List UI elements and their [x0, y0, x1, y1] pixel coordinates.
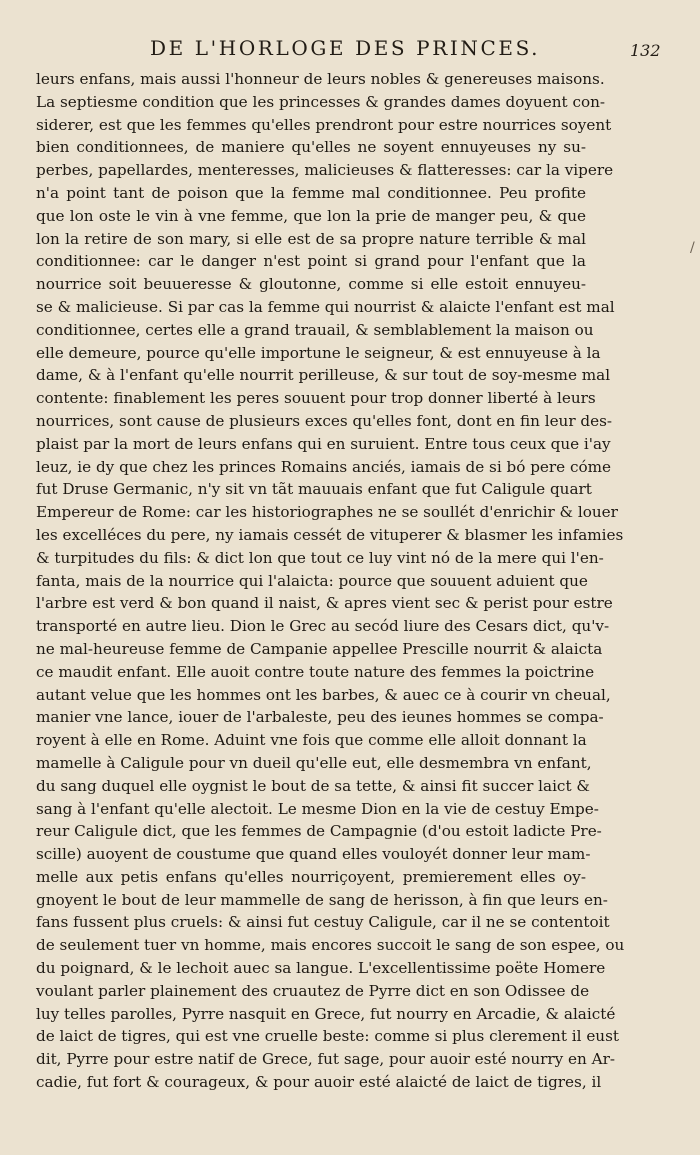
- text-line: sang à l'enfant qu'elle alectoit. Le mesme Dion en la vie de cestuy Empe-: [36, 799, 599, 818]
- text-line: scille) auoyent de coustume que quand elles vouloyét donner leur mam-: [36, 845, 591, 864]
- text-line: royent à elle en Rome. Aduint vne fois que comme elle alloit donnant la: [36, 731, 587, 750]
- text-line: les excelléces du pere, ny iamais cessét de vituperer & blasmer les infamies: [36, 525, 624, 544]
- text-line: luy telles parolles, Pyrre nasquit en Grece, fut nourry en Arcadie, & alaicté: [36, 1004, 616, 1023]
- text-line: fut Druse Germanic, n'y sit vn tãt mauuais enfant que fut Caligule quart: [36, 480, 592, 499]
- text-line: leurs enfans, mais aussi l'honneur de leurs nobles & genereuses maisons.: [36, 70, 605, 88]
- text-line: & turpitudes du fils: & dict lon que tout ce luy vint nó de la mere qui l'en-: [36, 548, 604, 567]
- text-line: leuz, ie dy que chez les princes Romains anciés, iamais de si bó pere cóme: [36, 457, 612, 476]
- text-line: lon la retire de son mary, si elle est de sa propre nature terrible & mal: [36, 229, 586, 248]
- text-line: nourrice soit beuueresse & gloutonne, comme si elle estoit ennuyeu-: [36, 275, 586, 294]
- text-line: La septiesme condition que les princesses & grandes dames doyuent con-: [36, 92, 606, 111]
- text-line: ce maudit enfant. Elle auoit contre toute nature des femmes la poictrine: [36, 662, 595, 681]
- text-line: Empereur de Rome: car les historiographes ne se soullét d'enrichir & louer: [36, 503, 618, 522]
- text-line: ne mal-heureuse femme de Campanie appellee Prescille nourrit & alaicta: [36, 639, 603, 658]
- text-line: mamelle à Caligule pour vn dueil qu'elle eut, elle desmembra vn enfant,: [36, 753, 592, 772]
- text-line: se & malicieuse. Si par cas la femme qui nourrist & alaicte l'enfant est mal: [36, 297, 615, 316]
- text-line: transporté en autre lieu. Dion le Grec au secód liure des Cesars dict, qu'v-: [36, 617, 610, 636]
- text-line: elle demeure, pource qu'elle importune le seigneur, & est ennuyeuse à la: [36, 343, 601, 362]
- text-line: voulant parler plainement des cruautez de Pyrre dict en son Odissee de: [36, 981, 590, 1000]
- text-line: plaist par la mort de leurs enfans qui en suruient. Entre tous ceux que i'ay: [36, 434, 611, 453]
- text-line: conditionnee: car le danger n'est point si grand pour l'enfant que la: [36, 252, 586, 271]
- text-line: n'a point tant de poison que la femme mal conditionnee. Peu profite: [36, 183, 586, 202]
- text-line: manier vne lance, iouer de l'arbaleste, peu des ieunes hommes se compa-: [36, 708, 604, 727]
- running-head: DE L'HORLOGE DES PRINCES.: [150, 36, 541, 60]
- page-number: 132: [630, 41, 661, 60]
- text-line: siderer, est que les femmes qu'elles prendront pour estre nourrices soyent: [36, 115, 612, 134]
- body-text: [36, 68, 625, 1094]
- text-line: de laict de tigres, qui est vne cruelle beste: comme si plus clerement il eust: [36, 1027, 619, 1046]
- text-line: du poignard, & le lechoit auec sa langue. L'excellentissime poëte Homere: [36, 959, 606, 978]
- text-line: fanta, mais de la nourrice qui l'alaicta: pource que souuent aduient que: [36, 571, 588, 590]
- text-line: melle aux petis enfans qu'elles nourriçoyent, premierement elles oy-: [36, 867, 586, 886]
- text-line: que lon oste le vin à vne femme, que lon la prie de manger peu, & que: [36, 206, 586, 225]
- text-line: perbes, papellardes, menteresses, malicieuses & flatteresses: car la vipere: [36, 161, 614, 180]
- text-line: fans fussent plus cruels: & ainsi fut cestuy Caligule, car il ne se contentoit: [36, 913, 610, 932]
- text-line: gnoyent le bout de leur mammelle de sang de herisson, à fin que leurs en-: [36, 890, 608, 909]
- text-line: autant velue que les hommes ont les barbes, & auec ce à courir vn cheual,: [36, 685, 611, 704]
- text-line: cadie, fut fort & courageux, & pour auoir esté alaicté de laict de tigres, il: [36, 1073, 602, 1092]
- text-line: bien conditionnees, de maniere qu'elles ne soyent ennuyeuses ny su-: [36, 138, 586, 157]
- text-line: reur Caligule dict, que les femmes de Campagnie (d'ou estoit ladicte Pre-: [36, 822, 602, 841]
- margin-mark-icon: /: [690, 240, 695, 256]
- text-line: du sang duquel elle oygnist le bout de sa tette, & ainsi fit succer laict &: [36, 776, 590, 795]
- text-line: dit, Pyrre pour estre natif de Grece, fut sage, pour auoir esté nourry en Ar-: [36, 1050, 615, 1069]
- text-line: de seulement tuer vn homme, mais encores succoit le sang de son espee, ou: [36, 936, 625, 955]
- text-line: l'arbre est verd & bon quand il naist, & apres vient sec & perist pour estre: [36, 594, 613, 613]
- text-line: dame, & à l'enfant qu'elle nourrit perilleuse, & sur tout de soy-mesme mal: [36, 366, 611, 385]
- text-line: conditionnee, certes elle a grand trauail, & semblablement la maison ou: [36, 320, 594, 339]
- text-line: contente: finablement les peres souuent pour trop donner liberté à leurs: [36, 389, 596, 408]
- text-line: nourrices, sont cause de plusieurs exces qu'elles font, dont en fin leur des-: [36, 411, 613, 430]
